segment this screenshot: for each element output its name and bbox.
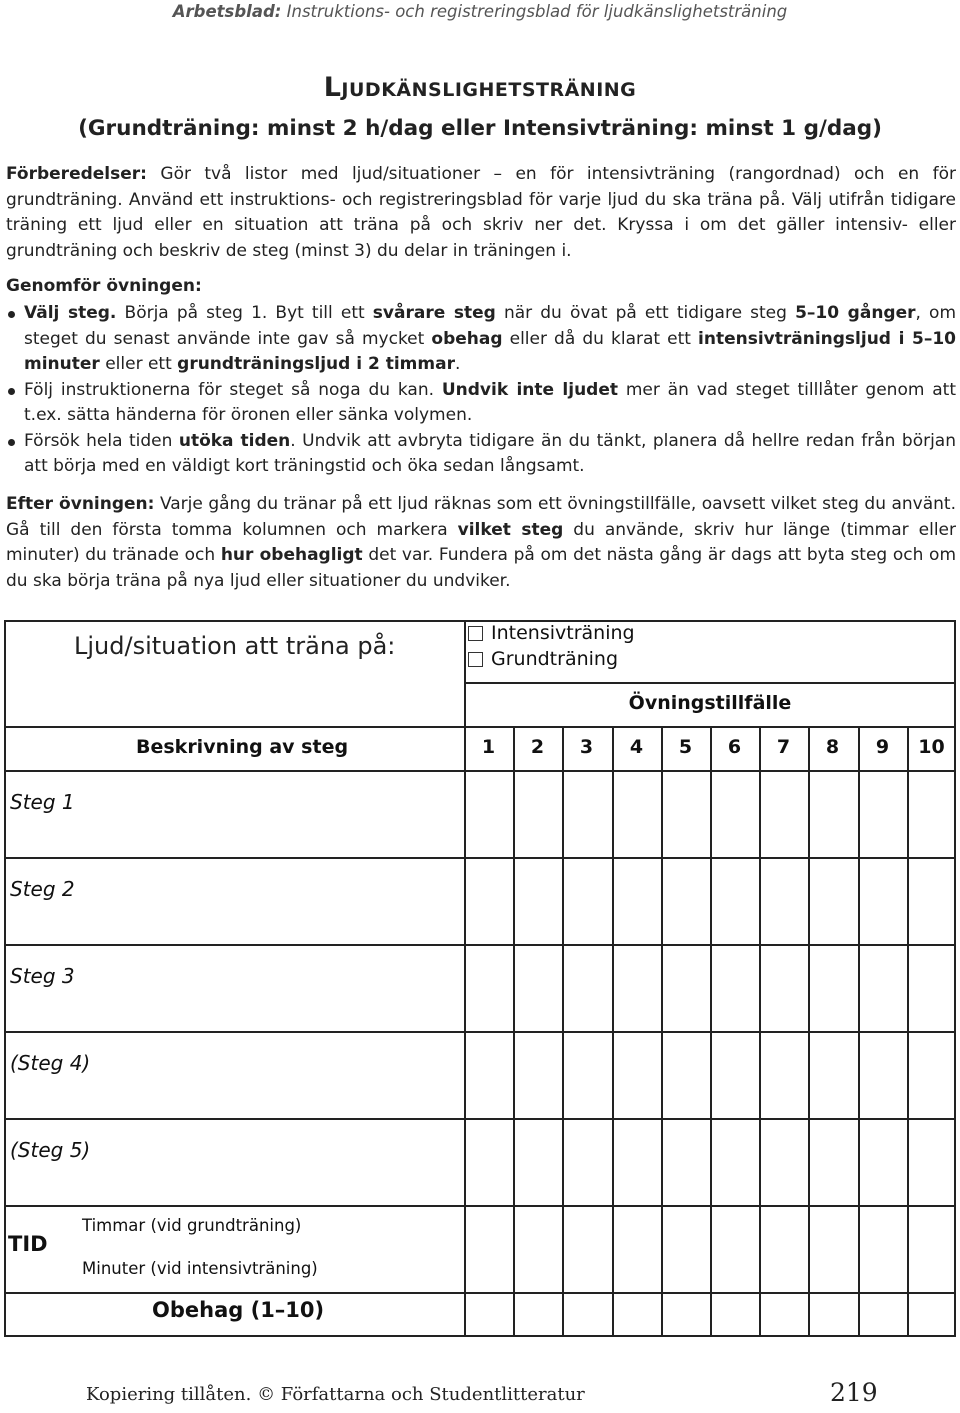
table-col-line [907, 726, 909, 1337]
instruction-text: mer än vad steget tilllåter genom att t.ex. sätta händerna för öronen eller sänka volymen. [24, 379, 957, 425]
after-text: vilket steg [457, 519, 564, 540]
registration-table [4, 620, 956, 1337]
preparation-paragraph [6, 162, 956, 264]
table-border-bottom [4, 1335, 956, 1337]
table-row-line [4, 1118, 956, 1120]
table-row-line [4, 1292, 956, 1294]
instruction-text: 5–10 gånger [795, 303, 916, 323]
session-number: 6 [727, 736, 742, 758]
session-number: 10 [918, 736, 945, 758]
grund-checkbox[interactable] [468, 652, 483, 667]
table-col-line [661, 726, 663, 1337]
intensiv-checkbox[interactable] [468, 626, 483, 641]
header-text: Instruktions- och registreringsblad för ljudkänslighetsträning [286, 2, 788, 21]
step-label: (Steg 4) [10, 1051, 91, 1075]
after-label: Efter övningen: [6, 494, 155, 514]
preparation-text: Gör två listor med ljud/situationer – en för intensivträning (rangordnad) och en för grundträning. Använd ett instruktions- och registreringsblad för varje ljud du ska träna på. Välj utifrån tidigare träning ett ljud eller en situation att träna på och skriv ner det. Kryssa i om det gäller intensiv- eller grundträning och beskriv de steg (minst 3) du delar in träningen i. [6, 164, 956, 261]
ovningstillfalle-header: Övningstillfälle [628, 692, 792, 714]
step-label: Steg 1 [10, 790, 75, 814]
instruction-text: Undvik inte ljudet [441, 379, 618, 400]
instruction-list [6, 301, 956, 480]
instruction-text: när du övat på ett tidigare steg [495, 303, 796, 323]
after-paragraph [6, 492, 956, 594]
instruction-text: obehag [431, 328, 503, 349]
table-row-line [4, 1205, 956, 1207]
table-line [4, 770, 956, 772]
table-col-line [759, 726, 761, 1337]
step-label: (Steg 5) [10, 1138, 91, 1162]
instruction-text: grundträningsljud i 2 timmar [177, 354, 455, 374]
table-line [464, 682, 956, 684]
session-number: 2 [530, 736, 545, 758]
timmar-label: Timmar (vid grundträning) [82, 1216, 302, 1235]
after-text: det var. Fundera på om det nästa gång är dags att byta steg och om du ska börja träna på nya ljud eller situationer du undviker. [6, 545, 957, 591]
session-number: 3 [579, 736, 594, 758]
table-border-top [4, 620, 956, 622]
table-col-line [612, 726, 614, 1337]
table-line [464, 620, 466, 726]
instruction-text: intensivträningsljud i 5–10 minuter [24, 328, 956, 374]
session-number: 7 [776, 736, 791, 758]
page-number: 219 [830, 1378, 878, 1407]
session-number: 5 [678, 736, 693, 758]
table-col-line [710, 726, 712, 1337]
instruction-item [6, 429, 956, 480]
instruction-text: . [454, 354, 461, 374]
table-col-line [858, 726, 860, 1337]
intensiv-label: Intensivträning [491, 622, 635, 644]
grund-checkbox-row[interactable] [468, 648, 618, 670]
session-number: 4 [629, 736, 644, 758]
table-row-line [4, 944, 956, 946]
step-label: Steg 3 [10, 964, 75, 988]
page-title: Ljudkänslighetsträning [323, 72, 637, 103]
instruction-text: svårare steg [372, 303, 496, 323]
session-number: 1 [481, 736, 496, 758]
running-header [0, 0, 960, 28]
instruction-text: Följ instruktionerna för steget så noga du kan. [24, 379, 442, 400]
table-col-line [562, 726, 564, 1337]
header-label: Arbetsblad: [172, 2, 282, 21]
instruction-text: eller då du klarat ett [502, 328, 699, 349]
table-row-line [4, 1031, 956, 1033]
instruction-text: Försök hela tiden [24, 430, 179, 451]
minuter-label: Minuter (vid intensivträning) [82, 1259, 318, 1278]
page-subtitle: (Grundträning: minst 2 h/dag eller Intensivträning: minst 1 g/dag) [78, 116, 882, 141]
instruction-text: Börja på steg 1. Byt till ett [116, 303, 373, 323]
session-number: 9 [875, 736, 890, 758]
instruction-text: . Undvik att avbryta tidigare än du tänkt, planera då hellre redan från början att börja med en väldigt kort träningstid och öka sedan långsamt. [24, 430, 957, 476]
instruction-text: eller ett [99, 354, 178, 374]
beskrivning-header: Beskrivning av steg [136, 736, 349, 758]
table-col-line [464, 726, 466, 1337]
footer-copyright: Kopiering tillåten. © Författarna och Studentlitteratur [86, 1384, 585, 1405]
instruction-item [6, 301, 956, 378]
table-col-line [513, 726, 515, 1337]
instruction-text: utöka tiden [178, 430, 291, 451]
table-row-line [4, 857, 956, 859]
after-text: du använde, skriv hur länge (timmar eller minuter) du tränade och [6, 519, 956, 565]
tid-label: TID [8, 1232, 48, 1256]
step-label: Steg 2 [10, 877, 75, 901]
during-heading: Genomför övningen: [6, 276, 202, 296]
ljud-situation-label: Ljud/situation att träna på: [74, 632, 396, 660]
obehag-label: Obehag (1–10) [152, 1298, 325, 1322]
instruction-text: , om steget du senast använde inte gav så mycket [24, 303, 957, 349]
table-line [4, 726, 956, 728]
instruction-text: Välj steg. [24, 303, 117, 323]
table-col-line [808, 726, 810, 1337]
instruction-item [6, 378, 956, 429]
grund-label: Grundträning [491, 648, 619, 670]
after-text: hur obehagligt [220, 545, 363, 565]
after-text: Varje gång du tränar på ett ljud räknas som ett övningstillfälle, oavsett vilket steg du använt. Gå till den första tomma kolumnen och markera [6, 494, 956, 540]
preparation-label: Förberedelser: [6, 164, 147, 184]
session-number: 8 [825, 736, 840, 758]
intensiv-checkbox-row[interactable] [468, 622, 635, 644]
